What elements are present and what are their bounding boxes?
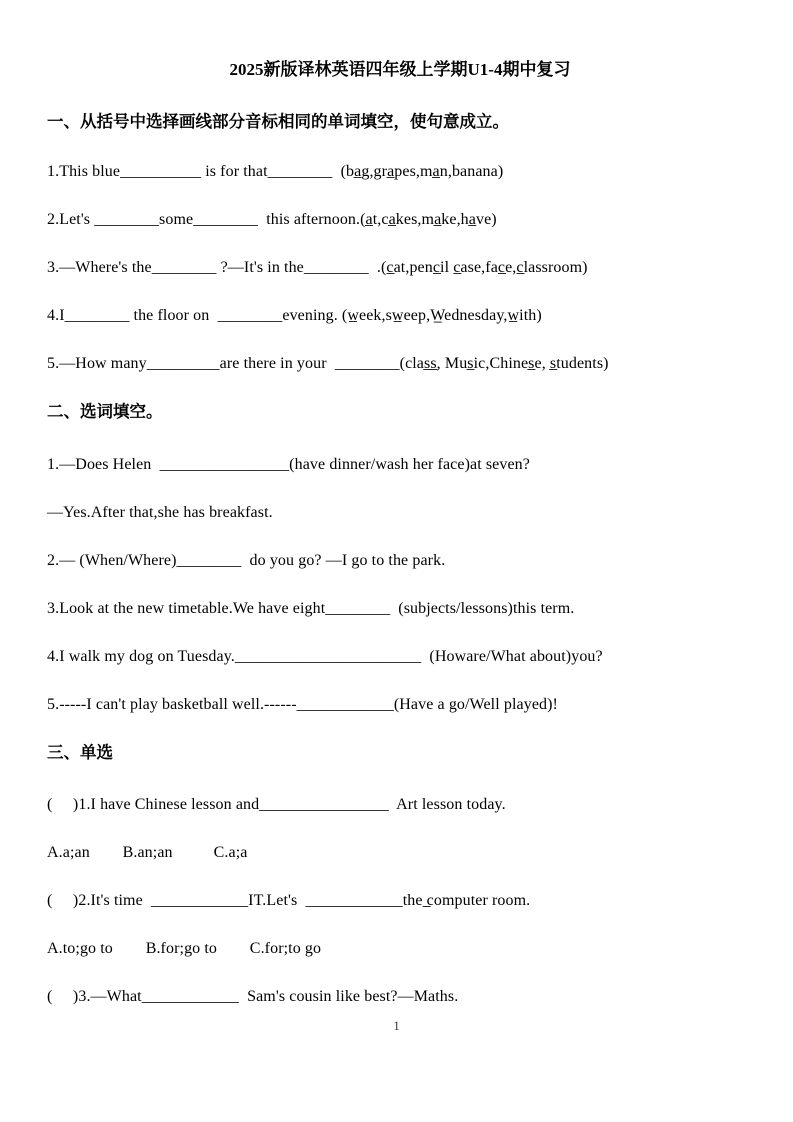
s2-question-5: 5.-----I can't play basketball well.------____________(Have a go/Well played)! <box>47 696 558 713</box>
s2-question-1-answer-line: —Yes.After that,she has breakfast. <box>47 504 273 521</box>
s2-question-1: 1.—Does Helen ________________(have dinner/wash her face)at seven? <box>47 456 530 473</box>
s1-question-1: 1.This blue__________ is for that________ (ba̲g,gra̲pes,ma̲n,banana) <box>47 163 504 180</box>
s1-question-5: 5.—How many_________are there in your ________(clas̲s̲, Mus̲ic,Chines̲e, s̲tudents) <box>47 355 609 372</box>
s2-question-4: 4.I walk my dog on Tuesday._______________________ (Howare/What about)you? <box>47 648 603 665</box>
document-title: 2025新版译林英语四年级上学期U1-4期中复习 <box>229 60 571 79</box>
s3-question-1-options: A.a;an B.an;an C.a;a <box>47 844 248 861</box>
s1-question-3: 3.—Where's the________ ?—It's in the________ .(c̲at,penc̲il c̲ase,fac̲e,c̲lassroom) <box>47 259 588 276</box>
s3-question-3: ( )3.—What____________ Sam's cousin like best?—Maths. <box>47 988 459 1005</box>
s2-question-3: 3.Look at the new timetable.We have eight________ (subjects/lessons)this term. <box>47 600 575 617</box>
s3-question-1: ( )1.I have Chinese lesson and________________ Art lesson today. <box>47 796 506 813</box>
section-3-heading: 三、单选 <box>47 743 113 762</box>
page-number: 1 <box>393 1018 400 1033</box>
s2-question-2: 2.— (When/Where)________ do you go? —I go to the park. <box>47 552 446 569</box>
s3-question-2-options: A.to;go to B.for;go to C.for;to go <box>47 940 322 957</box>
s1-question-2: 2.Let's ________some________ this afternoon.(a̲t,ca̲kes,ma̲ke,ha̲ve) <box>47 211 497 228</box>
s3-question-2: ( )2.It's time ____________IT.Let's ____________the ̲computer room. <box>47 892 531 909</box>
section-2-heading: 二、选词填空。 <box>47 402 163 421</box>
page-content <box>47 60 753 1035</box>
section-1-heading: 一、从括号中选择画线部分音标相同的单词填空，使句意成立。 <box>47 112 509 131</box>
s1-question-4: 4.I________ the floor on ________evening. (w̲eek,sw̲eep,W̲ednesday,w̲ith) <box>47 307 542 324</box>
